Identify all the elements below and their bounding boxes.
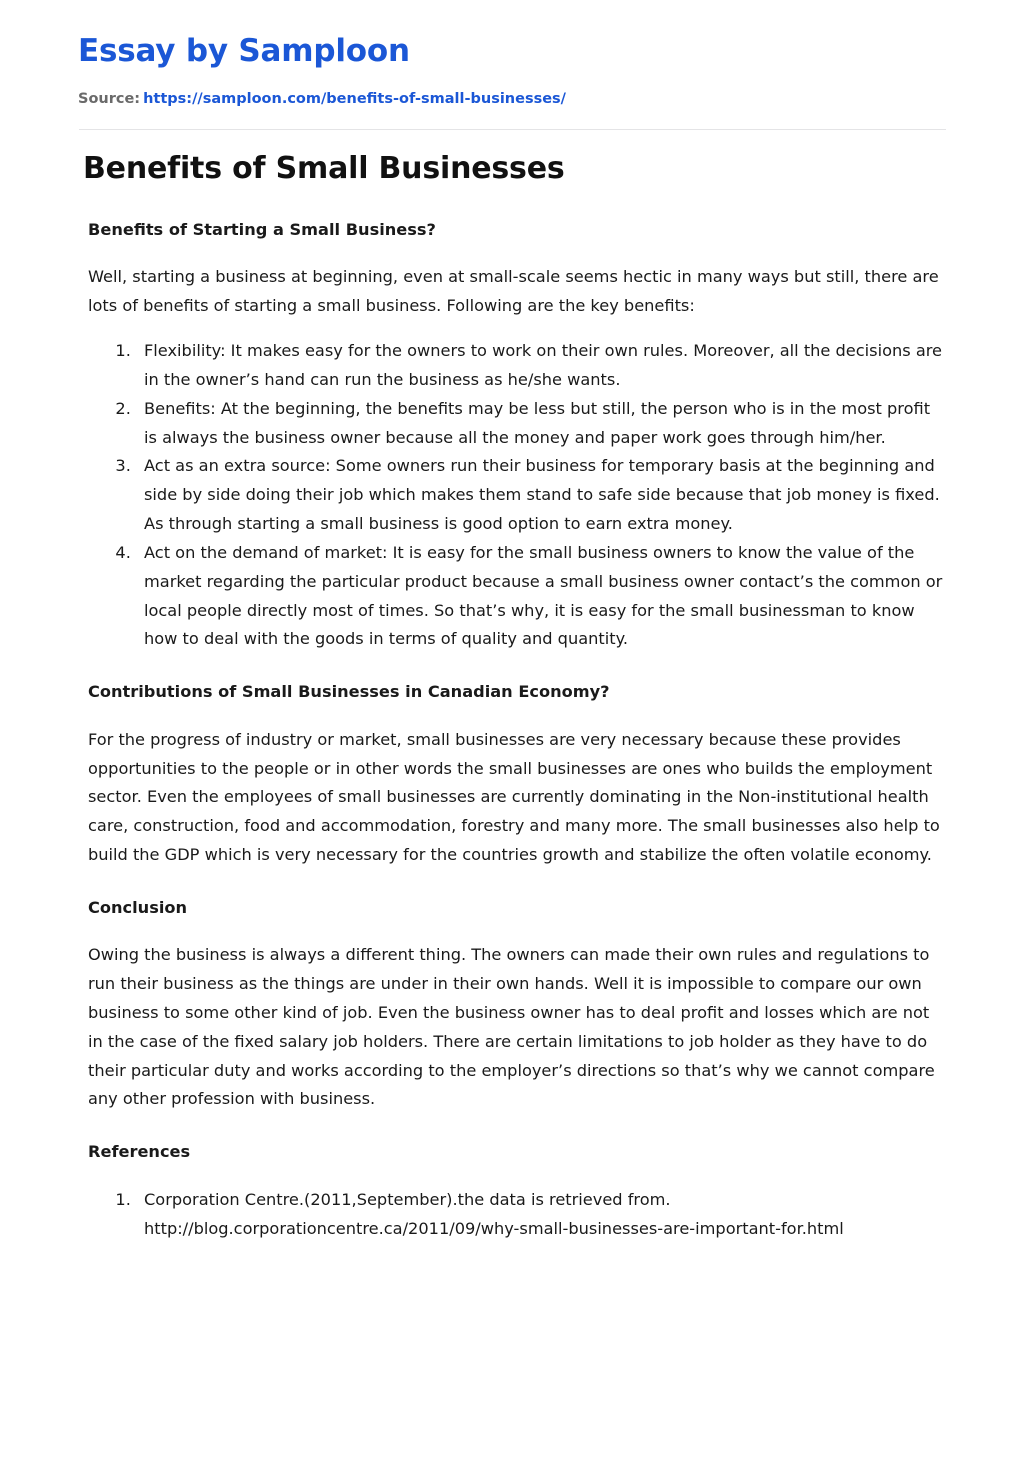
- paragraph-contributions: For the progress of industry or market, small businesses are very necessary because these provides opportunities to the people or in other words the small businesses are ones who builds the employment sector. Even the employees of small businesses are currently dominating in the Non-institutional health care, construction, food and accommodation, forestry and many more. The small businesses also help to build the GDP which is very necessary for the countries growth and stabilize the often volatile economy.: [88, 729, 940, 865]
- source-url-link[interactable]: https://samploon.com/benefits-of-small-businesses/: [143, 91, 566, 108]
- list-item: 1. Corporation Centre.(2011,September).the data is retrieved from. http://blog.corporationcentre.ca/2011/09/why-small-businesses-are-important-for.html: [136, 1186, 948, 1244]
- list-item: 4. Act on the demand of market: It is easy for the small business owners to know the value of the market regarding the particular product because a small business owner contact’s the common or local people directly most of times. So that’s why, it is easy for the small businessman to know how to deal with the goods in terms of quality and quantity.: [136, 539, 948, 654]
- document-body: [88, 218, 948, 1243]
- heading-contributions: Contributions of Small Businesses in Canadian Economy?: [88, 682, 610, 702]
- references-list: [88, 1186, 948, 1244]
- benefits-list: [88, 337, 948, 654]
- paragraph-intro: Well, starting a business at beginning, even at small-scale seems hectic in many ways but still, there are lots of benefits of starting a small business. Following are the key benefits:: [88, 267, 939, 316]
- source-line: [78, 91, 946, 108]
- heading-benefits-of-starting: Benefits of Starting a Small Business?: [88, 219, 436, 239]
- heading-conclusion: Conclusion: [88, 897, 188, 917]
- list-item: 1. Flexibility: It makes easy for the owners to work on their own rules. Moreover, all the decisions are in the owner’s hand can run the business as he/she wants.: [136, 337, 948, 395]
- list-item: 3. Act as an extra source: Some owners run their business for temporary basis at the beginning and side by side doing their job which makes them stand to safe side because that job money is fixed. As through starting a small business is good option to earn extra money.: [136, 452, 948, 538]
- site-header: [78, 0, 946, 108]
- source-label: Source:: [78, 91, 141, 108]
- header-divider: [79, 129, 946, 130]
- site-brand-logo: Essay by Samploon: [78, 33, 410, 69]
- list-item: 2. Benefits: At the beginning, the benefits may be less but still, the person who is in the most profit is always the business owner because all the money and paper work goes through him/her.: [136, 395, 948, 453]
- paragraph-conclusion: Owing the business is always a different thing. The owners can made their own rules and regulations to run their business as the things are under in their own hands. Well it is impossible to compare our own business to some other kind of job. Even the business owner has to deal profit and losses which are not in the case of the fixed salary job holders. There are certain limitations to job holder as they have to do their particular duty and works according to the employer’s directions so that’s why we cannot compare any other profession with business.: [88, 945, 935, 1109]
- page-title: Benefits of Small Businesses: [83, 151, 565, 187]
- heading-references: References: [88, 1142, 191, 1162]
